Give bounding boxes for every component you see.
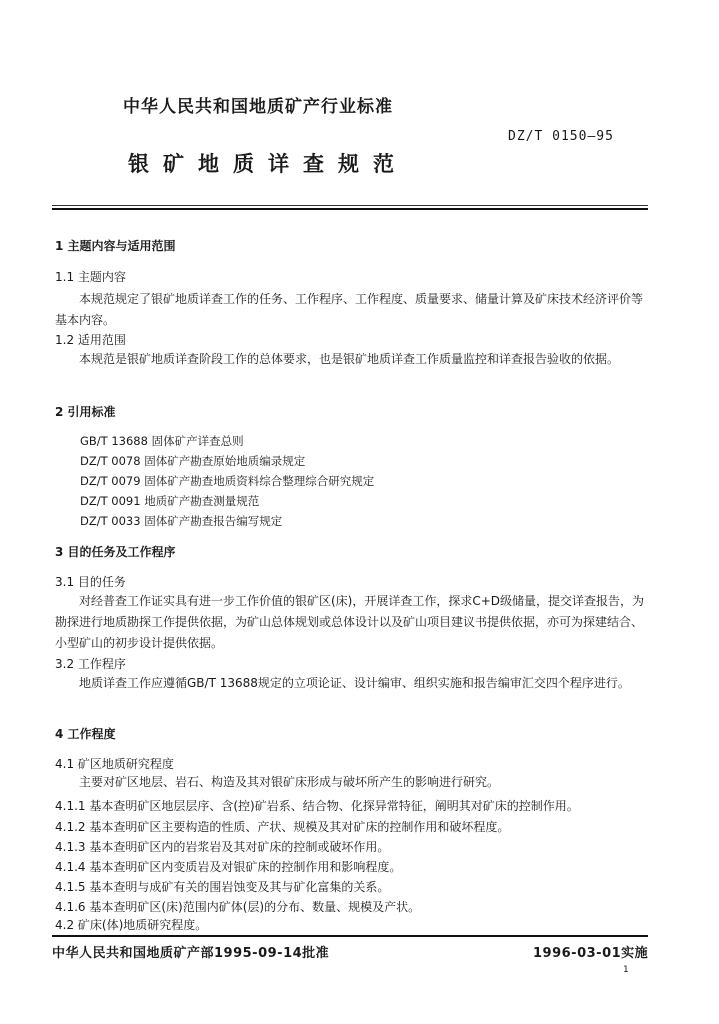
section-4-item: 4.1.4 基本查明矿区内变质岩及对银矿床的控制作用和影响程度。	[55, 860, 402, 874]
section-4-item: 4.1.2 基本查明矿区主要构造的性质、产状、规模及其对矿床的控制作用和破坏程度。	[55, 820, 510, 834]
section-1-1-body: 本规范规定了银矿地质详查工作的任务、工作程序、工作程度、质量要求、储量计算及矿床技术经济评价等基本内容。	[55, 292, 644, 327]
footer-rule	[52, 935, 648, 937]
document-title: 银矿地质详查规范	[128, 152, 408, 176]
reference-item: DZ/T 0091 地质矿产勘查测量规范	[80, 494, 260, 508]
section-3-2-heading: 3.2 工作程序	[55, 657, 126, 671]
section-4-1-body: 主要对矿区地层、岩石、构造及其对银矿床形成与破坏所产生的影响进行研究。	[79, 775, 500, 789]
section-1-2-body: 本规范是银矿地质详查阶段工作的总体要求，也是银矿地质详查工作质量监控和详查报告验收的依据。	[79, 352, 620, 366]
section-4-item: 4.1.1 基本查明矿区地层层序、含(控)矿岩系、结合物、化探异常特征，阐明其对矿床的控制作用。	[55, 799, 579, 813]
header-rule-thin	[52, 205, 648, 206]
section-4-2-heading: 4.2 矿床(体)地质研究程度。	[55, 918, 208, 932]
standard-code: DZ/T 0150—95	[508, 129, 614, 144]
organization-title: 中华人民共和国地质矿产行业标准	[123, 97, 393, 117]
section-3-heading: 3 目的任务及工作程序	[55, 545, 176, 559]
approval-statement: 中华人民共和国地质矿产部1995-09-14批准	[52, 946, 330, 961]
reference-item: DZ/T 0078 固体矿产勘查原始地质编录规定	[80, 454, 306, 468]
section-4-1-heading: 4.1 矿区地质研究程度	[55, 757, 174, 771]
reference-item: DZ/T 0079 固体矿产勘查地质资料综合整理综合研究规定	[80, 474, 375, 488]
section-4-heading: 4 工作程度	[55, 727, 116, 741]
section-1-1-heading: 1.1 主题内容	[55, 270, 126, 284]
section-1-heading: 1 主题内容与适用范围	[55, 239, 176, 253]
page-number: 1	[623, 965, 629, 975]
section-3-1-heading: 3.1 目的任务	[55, 575, 126, 589]
reference-item: DZ/T 0033 固体矿产勘查报告编写规定	[80, 514, 283, 528]
section-4-item: 4.1.6 基本查明矿区(床)范围内矿体(层)的分布、数量、规模及产状。	[55, 900, 421, 914]
section-3-2-body: 地质详查工作应遵循GB/T 13688规定的立项论证、设计编审、组织实施和报告编审汇交四个程序进行。	[79, 676, 630, 690]
reference-item: GB/T 13688 固体矿产详查总则	[80, 434, 244, 448]
section-4-item: 4.1.3 基本查明矿区内的岩浆岩及其对矿床的控制或破坏作用。	[55, 840, 390, 854]
section-2-heading: 2 引用标准	[55, 405, 116, 419]
section-1-2-heading: 1.2 适用范围	[55, 333, 126, 347]
effective-date: 1996-03-01实施	[533, 946, 649, 961]
section-4-item: 4.1.5 基本查明与成矿有关的围岩蚀变及其与矿化富集的关系。	[55, 880, 390, 894]
header-rule-thick	[52, 208, 648, 210]
section-3-1-body: 对经普查工作证实具有进一步工作价值的银矿区(床)，开展详查工作，探求C+D级储量，提交详查报告，为勘探进行地质勘探工作提供依据，为矿山总体规划或总体设计以及矿山项目建议书提供依据，亦可为探建结合、小型矿山的初步设计提供依据。	[55, 594, 645, 650]
